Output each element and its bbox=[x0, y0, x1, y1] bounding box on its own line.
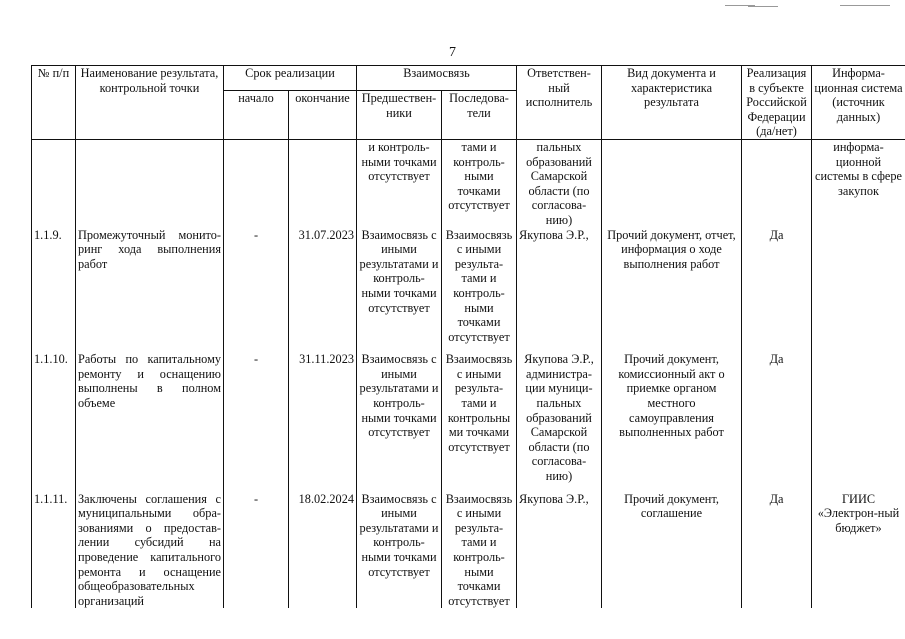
cell-end: 18.02.2024 bbox=[289, 484, 357, 609]
header-period: Срок реализации bbox=[224, 66, 357, 91]
header-predecessors: Предшествен-ники bbox=[357, 91, 442, 140]
cell-predecessors: и контроль-ными точками отсутствует bbox=[357, 139, 442, 227]
header-link: Взаимосвязь bbox=[357, 66, 517, 91]
cell-region: Да bbox=[742, 344, 812, 483]
cell-num: 1.1.10. bbox=[32, 344, 76, 483]
cell-predecessors: Взаимосвязь с иными результатами и контроль-ными точками отсутствует bbox=[357, 344, 442, 483]
cell-end bbox=[289, 139, 357, 227]
cell-region: Да bbox=[742, 484, 812, 609]
cell-info-system: ГИИС «Электрон-ный бюджет» bbox=[812, 484, 905, 609]
cell-num: 1.1.11. bbox=[32, 484, 76, 609]
cell-doc-type bbox=[602, 139, 742, 227]
cell-doc-type: Прочий документ, соглашение bbox=[602, 484, 742, 609]
header-executor: Ответствен-ный исполнитель bbox=[517, 66, 602, 140]
cell-predecessors: Взаимосвязь с иными результатами и контроль-ными точками отсутствует bbox=[357, 484, 442, 609]
table-row bbox=[32, 344, 905, 483]
header-successors: Последова-тели bbox=[442, 91, 517, 140]
cell-successors: Взаимосвязь с иными результа-тами и контроль-ными точками отсутствует bbox=[442, 484, 517, 609]
page-number: 7 bbox=[449, 45, 456, 60]
cell-name bbox=[76, 139, 224, 227]
table-row-continuation bbox=[32, 139, 905, 227]
cell-doc-type: Прочий документ, комиссионный акт о приемке органом местного самоуправления выполненных работ bbox=[602, 344, 742, 483]
cell-successors: тами и контроль-ными точками отсутствует bbox=[442, 139, 517, 227]
control-points-table bbox=[31, 65, 905, 608]
cell-doc-type: Прочий документ, отчет, информация о ходе выполнения работ bbox=[602, 228, 742, 345]
header-end: окончание bbox=[289, 91, 357, 140]
cell-info-system bbox=[812, 344, 905, 483]
cell-predecessors: Взаимосвязь с иными результатами и контроль-ными точками отсутствует bbox=[357, 228, 442, 345]
cell-executor: Якупова Э.Р., bbox=[517, 484, 602, 609]
cell-start bbox=[224, 139, 289, 227]
cell-info-system: информа-ционной системы в сфере закупок bbox=[812, 139, 905, 227]
cell-name: Заключены соглашения с муниципальными обра-зованиями о предостав-лении субсидий на проведение капитального ремонта и оснащение общеобразовательных организаций bbox=[76, 484, 224, 609]
cell-end: 31.07.2023 bbox=[289, 228, 357, 345]
cell-start: - bbox=[224, 484, 289, 609]
cell-num bbox=[32, 139, 76, 227]
header-start: начало bbox=[224, 91, 289, 140]
cell-end: 31.11.2023 bbox=[289, 344, 357, 483]
cell-region bbox=[742, 139, 812, 227]
cell-name: Работы по капитальному ремонту и оснащению выполнены в полном объеме bbox=[76, 344, 224, 483]
cell-info-system bbox=[812, 228, 905, 345]
cell-region: Да bbox=[742, 228, 812, 345]
cell-name: Промежуточный монито-ринг хода выполнения работ bbox=[76, 228, 224, 345]
scan-mark bbox=[840, 5, 890, 6]
cell-start: - bbox=[224, 228, 289, 345]
header-info-system: Информа-ционная система (источник данных) bbox=[812, 66, 905, 140]
cell-executor: Якупова Э.Р., администра-ции муници-пальных образований Самарской области (по согласова-нию) bbox=[517, 344, 602, 483]
cell-successors: Взаимосвязь с иными результа-тами и контроль-ными точками отсутствует bbox=[442, 228, 517, 345]
table-row bbox=[32, 228, 905, 345]
cell-successors: Взаимосвязь с иными результа-тами и контрольны ми точками отсутствует bbox=[442, 344, 517, 483]
table-row bbox=[32, 484, 905, 609]
cell-executor: пальных образований Самарской области (по согласова-нию) bbox=[517, 139, 602, 227]
cell-num: 1.1.9. bbox=[32, 228, 76, 345]
scan-mark bbox=[748, 6, 778, 7]
header-row-1 bbox=[32, 66, 905, 91]
cell-start: - bbox=[224, 344, 289, 483]
header-name: Наименование результата, контрольной точки bbox=[76, 66, 224, 140]
header-num: № п/п bbox=[32, 66, 76, 140]
header-doc-type: Вид документа и характеристика результата bbox=[602, 66, 742, 140]
header-region: Реализация в субъекте Российской Федерации (да/нет) bbox=[742, 66, 812, 140]
cell-executor: Якупова Э.Р., bbox=[517, 228, 602, 345]
